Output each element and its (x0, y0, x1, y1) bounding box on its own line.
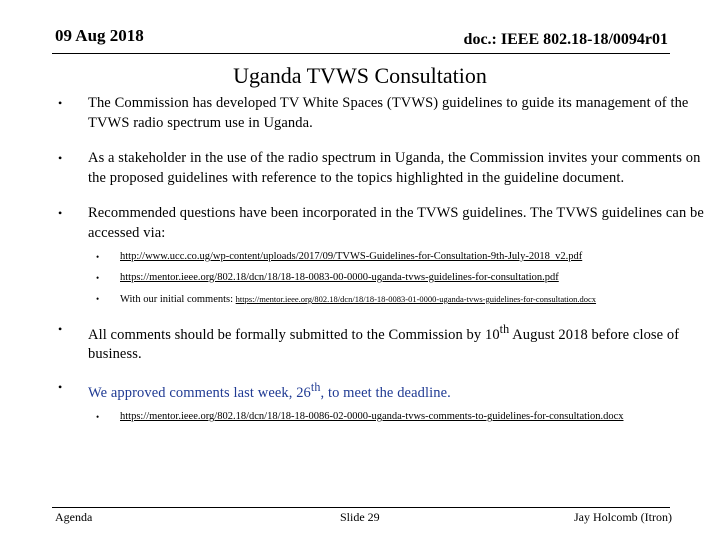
sub-bullet-icon: • (96, 273, 100, 283)
sub-bullet-item (96, 251, 705, 263)
bullet-text: We approved comments last week, 26th, to meet the deadline. (88, 379, 451, 401)
bullet-icon: • (58, 379, 63, 394)
bullet-item (55, 94, 705, 133)
approved-comments-link[interactable]: https://mentor.ieee.org/802.18/dcn/18/18-18-0086-02-0000-uganda-tvws-comments-to-guidelines-for-consultation.docx (120, 411, 624, 423)
bullet-item (55, 320, 705, 365)
sub-bullet-icon: • (96, 294, 100, 304)
slide-number: Slide 29 (340, 510, 380, 524)
sub-bullet-item (96, 272, 705, 284)
footer-left: Agenda (55, 510, 93, 524)
bullet-text: The Commission has developed TV White Spaces (TVWS) guidelines to guide its management of the TVWS radio spectrum use in Uganda. (88, 95, 689, 131)
ieee-guidelines-pdf-link[interactable]: https://mentor.ieee.org/802.18/dcn/18/18-18-0083-00-0000-uganda-tvws-guidelines-for-consultation.pdf (120, 272, 559, 283)
footer-author: Jay Holcomb (Itron) (574, 510, 672, 524)
bullet-icon: • (58, 96, 63, 110)
bullet-item-highlighted (55, 378, 705, 403)
bullet-text: All comments should be formally submitted to the Commission by 10th August 2018 before close of business. (88, 322, 680, 363)
sub-bullet-list (96, 411, 705, 423)
footer-divider (52, 507, 670, 508)
bullet-text: As a stakeholder in the use of the radio spectrum in Uganda, the Commission invites your comments on the proposed guidelines with reference to the topics highlighted in the guideline document. (88, 150, 701, 186)
slide-title: Uganda TVWS Consultation (233, 63, 487, 88)
initial-comments-label: With our initial comments: (120, 294, 234, 305)
bullet-icon: • (58, 322, 63, 336)
sub-bullet-item (96, 293, 705, 306)
header-date: 09 Aug 2018 (55, 26, 144, 45)
bullet-item (55, 204, 705, 243)
header-divider (52, 53, 670, 54)
bullet-item (55, 149, 705, 188)
sub-bullet-item (96, 411, 705, 423)
sub-bullet-icon: • (96, 412, 100, 423)
ucc-guidelines-link[interactable]: http://www.ucc.co.ug/wp-content/uploads/2017/09/TVWS-Guidelines-for-Consultation-9th-July-2018_v2.pdf (120, 251, 583, 262)
bullet-icon: • (58, 151, 63, 165)
sub-bullet-list (96, 251, 705, 306)
slide-body (55, 94, 705, 432)
bullet-icon: • (58, 206, 63, 220)
header-doc-number: doc.: IEEE 802.18-18/0094r01 (463, 31, 668, 48)
initial-comments-link[interactable]: https://mentor.ieee.org/802.18/dcn/18/18-18-0083-01-0000-uganda-tvws-guidelines-for-consultation.docx (235, 294, 597, 304)
bullet-text: Recommended questions have been incorporated in the TVWS guidelines. The TVWS guidelines can be accessed via: (88, 205, 704, 241)
sub-bullet-icon: • (96, 252, 100, 262)
